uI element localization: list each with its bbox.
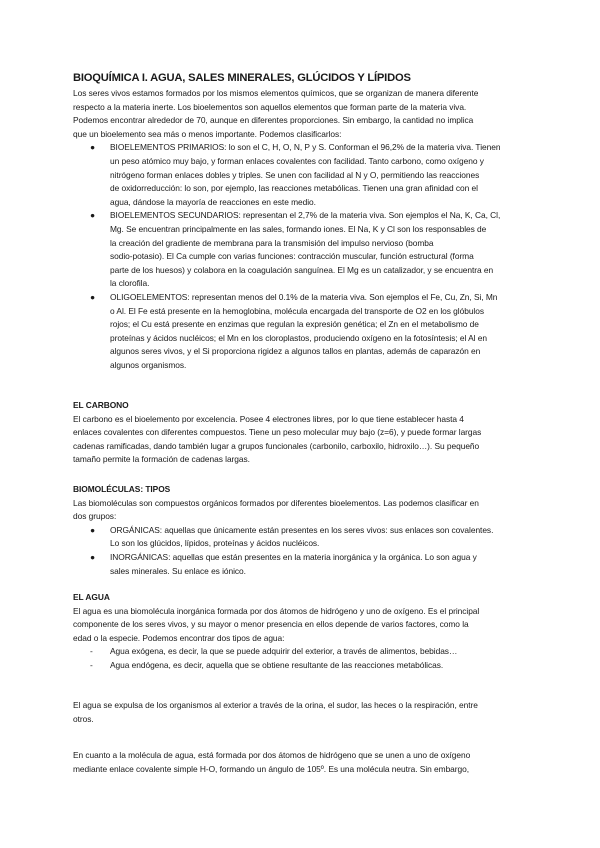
list-item-line: Lo son los glúcidos, lípidos, proteínas y ácidos nucléicos. [110, 538, 320, 549]
section-heading: BIOMOLÉCULAS: TIPOS [73, 484, 171, 494]
list-item [73, 209, 543, 291]
text-line: edad o la especie. Podemos encontrar dos tipos de agua: [73, 632, 285, 643]
list-item-line: sodio-potasio). El Ca cumple con varias funciones: contracción muscular, función estructural (forma [110, 251, 474, 262]
text-line: tamaño permite la formación de cadenas largas. [73, 454, 250, 465]
carbono-section [73, 399, 543, 467]
biomoleculas-section [73, 483, 543, 578]
list-item-line: parte de los huesos) y colabora en la coagulación sanguínea. El Mg es un catalizador, y se encuentra en [110, 264, 494, 275]
text-line: Las biomoléculas son compuestos orgánicos formados por diferentes bioelementos. Las podemos clasificar en [73, 497, 479, 508]
list-item-line: OLIGOELEMENTOS: representan menos del 0.1% de la materia viva. Son ejemplos el Fe, Cu, Zn, Si, Mn [110, 291, 498, 302]
list-item [73, 645, 543, 659]
dash-marker: - [90, 646, 93, 657]
text-line: El agua es una biomolécula inorgánica formada por dos átomos de hidrógeno y uno de oxígeno. Es el principal [73, 605, 480, 616]
list-item-line: BIOELEMENTOS SECUNDARIOS: representan el 2,7% de la materia viva. Son ejemplos el Na, K, Ca, Cl, [110, 210, 501, 221]
list-item-line: Agua exógena, es decir, la que se puede adquirir del exterior, a través de alimentos, bebidas… [110, 646, 458, 657]
text-line: mediante enlace covalente simple H-O, formando un ángulo de 105º. Es una molécula neutra. Sin embargo, [73, 763, 470, 774]
document-title: BIOQUÍMICA I. AGUA, SALES MINERALES, GLÚCIDOS Y LÍPIDOS [73, 72, 411, 84]
section-heading: EL AGUA [73, 592, 110, 602]
text-line: que un bioelemento sea más o menos importante. Podemos clasificarlos: [73, 128, 342, 139]
list-item-line: algunos organismos. [110, 359, 187, 370]
list-item [73, 551, 543, 578]
text-line: El carbono es el bioelemento por excelencia. Posee 4 electrones libres, por lo que tiene establecer hasta 4 [73, 413, 464, 424]
text-line: Los seres vivos estamos formados por los mismos elementos químicos, que se organizan de manera diferente [73, 88, 479, 98]
list-item-line: agua, dándose la mayoría de reacciones en este medio. [110, 196, 316, 207]
list-item-line: sales minerales. Su enlace es iónico. [110, 565, 246, 576]
list-item-line: ORGÁNICAS: aquellas que únicamente están presentes en los seres vivos: sus enlaces son covalentes. [110, 524, 494, 535]
bullet-icon: ● [90, 551, 96, 562]
list-item-line: proteínas y ácidos nucléicos; el Mn en los cloroplastos, produciendo oxígeno en la fotosíntesis; el Al en [110, 332, 487, 343]
bullet-icon: ● [90, 524, 96, 535]
dash-marker: - [90, 659, 93, 670]
list-item-line: rojos; el Cu está presente en enzimas que regulan la expresión genética; el Zn en el metabolismo de [110, 319, 479, 330]
list-item-line: algunos seres vivos, y el Si proporciona rigidez a algunos tallos en plantas, además de caparazón en [110, 346, 481, 357]
list-item-line: INORGÁNICAS: aquellas que están presentes en la materia inorgánica y la orgánica. Lo son agua y [110, 551, 477, 562]
list-item-line: BIOELEMENTOS PRIMARIOS: lo son el C, H, O, N, P y S. Conforman el 96,2% de la materia viva. Tienen [110, 142, 501, 153]
text-line: enlaces covalentes con diferentes compuestos. Tiene un peso molecular muy bajo (z=6), y puede formar largas [73, 427, 482, 438]
bullet-icon: ● [90, 210, 96, 221]
text-line: En cuanto a la molécula de agua, está formada por dos átomos de hidrógeno que se unen a uno de oxígeno [73, 750, 471, 760]
list-item-line: nitrógeno forman enlaces dobles y triples. Se unen con facilidad al N y O, permitiendo las reacciones [110, 169, 480, 180]
list-item [73, 659, 543, 673]
text-line: Podemos encontrar alrededor de 70, aunque en diferentes proporciones. Sin embargo, la cantidad no implica [73, 115, 474, 126]
text-line: dos grupos: [73, 511, 117, 522]
list-item [73, 291, 543, 373]
molecula-paragraph [73, 749, 543, 776]
text-line: respecto a la materia inerte. Los bioelementos son aquellos elementos que forman parte de la materia viva. [73, 101, 467, 112]
expulsa-paragraph [73, 699, 543, 726]
text-line: El agua se expulsa de los organismos al exterior a través de la orina, el sudor, las heces o la respiración, entre [73, 700, 478, 710]
list-item-line: la clorofila. [110, 278, 150, 289]
list-item [73, 524, 543, 551]
list-item-line: o Al. El Fe está presente en la hemoglobina, molécula encargada del transporte de O2 en los glóbulos [110, 305, 484, 316]
agua-section [73, 591, 543, 673]
intro-section [73, 87, 543, 372]
list-item-line: Agua endógena, es decir, aquella que se obtiene resultante de las reacciones metabólicas. [110, 659, 444, 670]
list-item-line: un peso atómico muy bajo, y forman enlaces covalentes con facilidad. Tanto carbono, como oxígeno y [110, 155, 484, 166]
text-line: componente de los seres vivos, y su mayor o menor presencia en ellos depende de varios factores, como la [73, 619, 469, 630]
section-heading: EL CARBONO [73, 400, 129, 410]
text-line: otros. [73, 713, 94, 724]
bullet-icon: ● [90, 291, 96, 302]
list-item-line: de oxidorreducción: lo son, por ejemplo, las reacciones metabólicas. Tienen una gran afinidad con el [110, 183, 478, 194]
list-item [73, 141, 543, 209]
text-line: cadenas ramificadas, dando también lugar a grupos funcionales (carbonilo, carboxilo, hidroxilo…). Su pequeño [73, 440, 480, 451]
bullet-icon: ● [90, 142, 96, 153]
list-item-line: la creación del gradiente de membrana para la transmisión del impulso nervioso (bomba [110, 237, 434, 248]
list-item-line: Mg. Se encuentran principalmente en las sales, formando iones. El Na, K y Cl son los responsables de [110, 223, 487, 234]
